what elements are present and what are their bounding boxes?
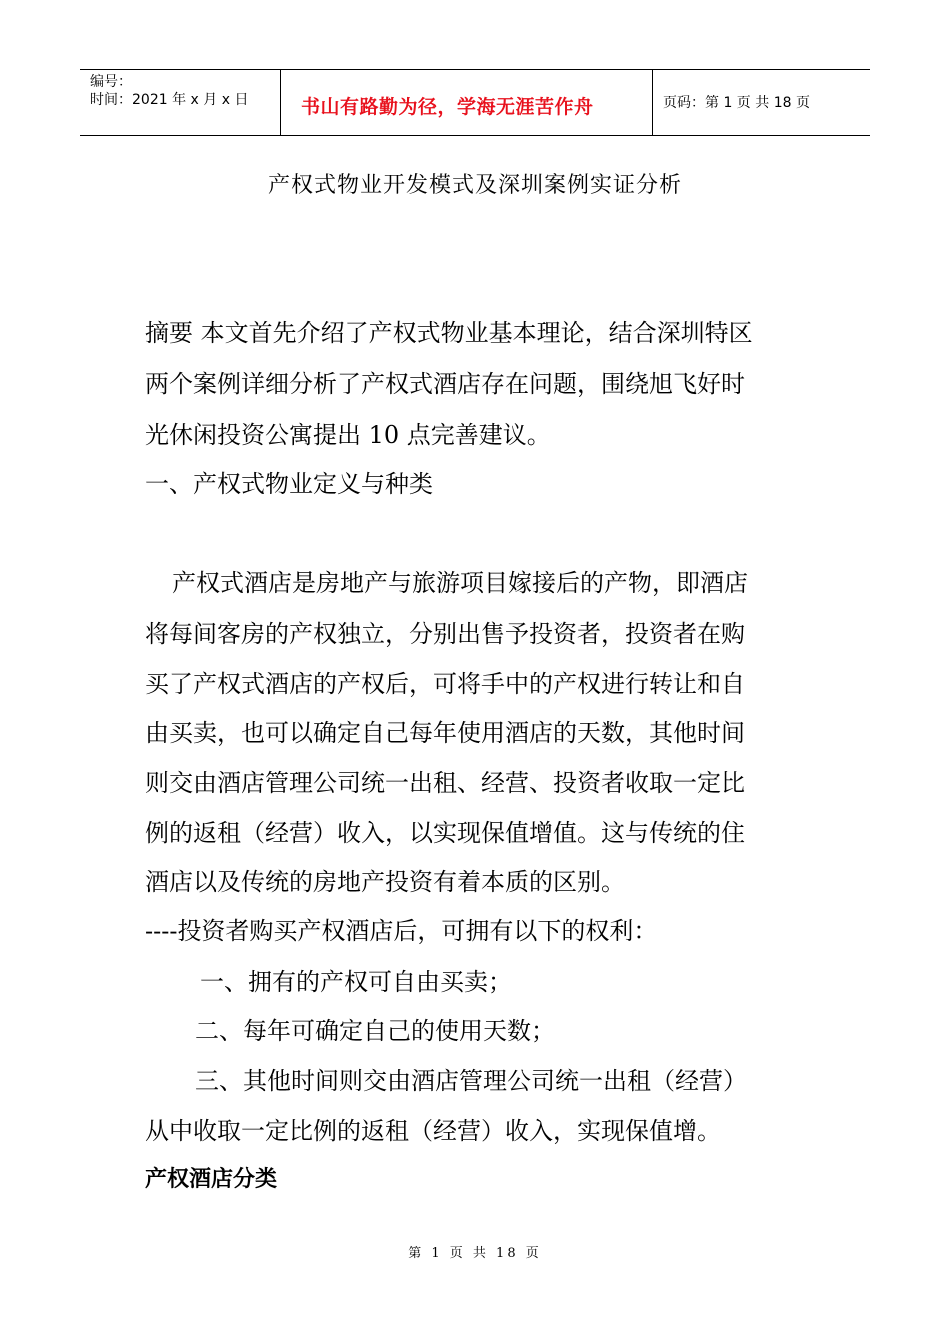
document-number-label: 编号： xyxy=(90,74,132,90)
document-title: 产权式物业开发模式及深圳案例实证分析 xyxy=(267,173,682,198)
rights-item: 从中收取一定比例的返租（经营）收入，实现保值增。 xyxy=(145,1117,721,1145)
rights-item: 二、每年可确定自己的使用天数； xyxy=(195,1017,555,1045)
header-info-cell xyxy=(80,70,281,135)
abstract-line: 光休闲投资公寓提出 10 点完善建议。 xyxy=(145,421,551,449)
paragraph-line: 例的返租（经营）收入，以实现保值增值。这与传统的住 xyxy=(145,819,745,847)
section-heading: 一、产权式物业定义与种类 xyxy=(145,470,433,498)
rights-item: 三、其他时间则交由酒店管理公司统一出租（经营） xyxy=(195,1067,747,1095)
rights-intro: ----投资者购买产权酒店后，可拥有以下的权利： xyxy=(145,917,658,945)
paragraph-line: 将每间客房的产权独立，分别出售予投资者，投资者在购 xyxy=(145,620,745,648)
abstract-line: 摘要 本文首先介绍了产权式物业基本理论，结合深圳特区 xyxy=(145,319,753,347)
paragraph-line: 由买卖，也可以确定自己每年使用酒店的天数，其他时间 xyxy=(145,719,745,747)
paragraph-line: 产权式酒店是房地产与旅游项目嫁接后的产物，即酒店 xyxy=(172,569,748,597)
rights-item: 一、拥有的产权可自由买卖； xyxy=(200,968,512,996)
paragraph-line: 则交由酒店管理公司统一出租、经营、投资者收取一定比 xyxy=(145,769,745,797)
document-date-label: 时间：2021 年 x 月 x 日 xyxy=(90,92,249,108)
classification-heading: 产权酒店分类 xyxy=(145,1167,278,1192)
page-code-label: 页码：第 1 页 共 18 页 xyxy=(663,95,810,111)
header-motto-cell xyxy=(281,70,653,135)
motto-text: 书山有路勤为径，学海无涯苦作舟 xyxy=(301,96,594,118)
abstract-line: 两个案例详细分析了产权式酒店存在问题，围绕旭飞好时 xyxy=(145,370,745,398)
document-header xyxy=(80,69,870,136)
page-footer: 第 1 页 共 18 页 xyxy=(408,1246,542,1261)
header-page-cell xyxy=(653,70,870,135)
paragraph-line: 酒店以及传统的房地产投资有着本质的区别。 xyxy=(145,868,625,896)
paragraph-line: 买了产权式酒店的产权后，可将手中的产权进行转让和自 xyxy=(145,670,745,698)
